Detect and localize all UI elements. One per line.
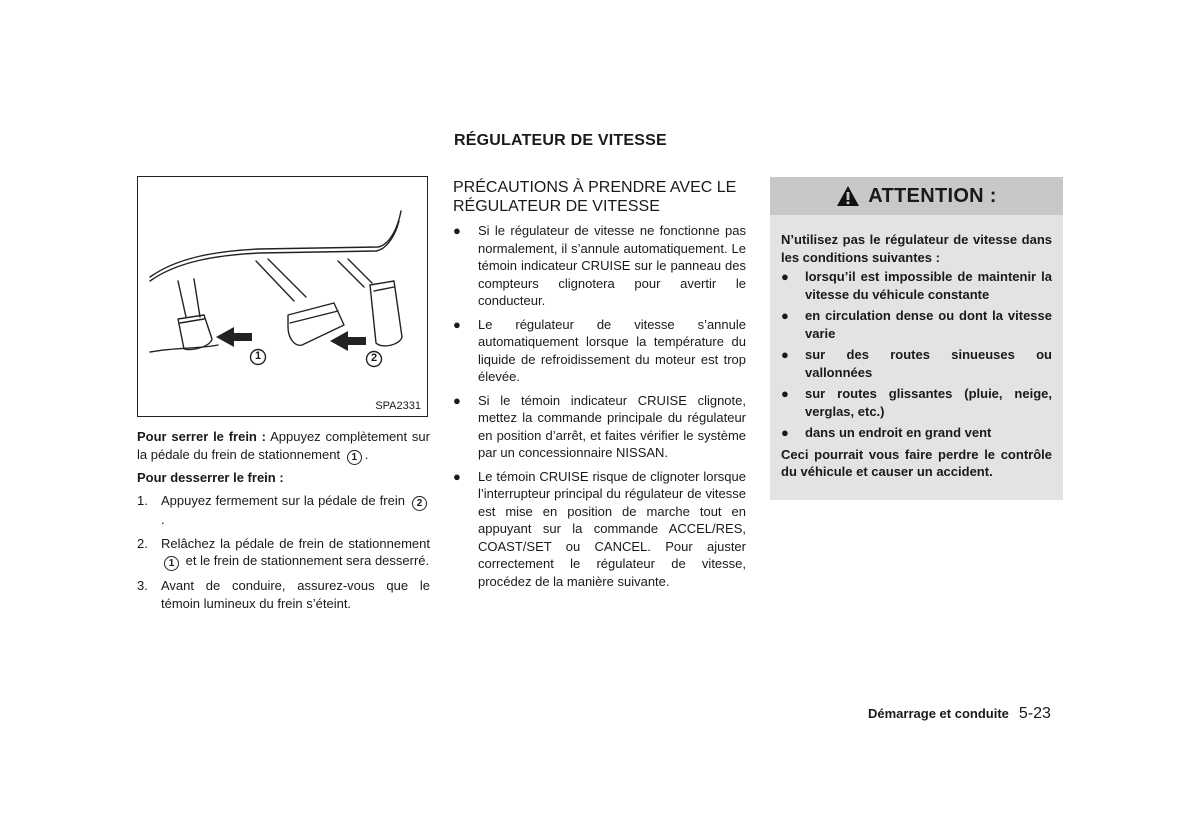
step-ref-circle: 2 [412, 496, 427, 511]
list-item [781, 346, 1052, 381]
list-item [137, 577, 430, 612]
figure-code: SPA2331 [375, 400, 421, 412]
precautions-list [453, 222, 746, 590]
step-number: 1. [137, 493, 148, 508]
step-text-end: et le frein de stationnement sera desserré. [185, 553, 430, 568]
apply-text-a: Appuyez complètement sur la pédale du frein de stationnement [137, 429, 430, 462]
list-item [453, 222, 746, 310]
list-item [781, 424, 1052, 442]
bullet-icon: ● [781, 269, 789, 284]
bullet-text: Si le régulateur de vitesse ne fonctionne pas normalement, il s’annule automatiquement. Le témoin indicateur CRUISE sur le panneau des compteurs clignotera pour avertir le conducteur. [478, 223, 746, 308]
attention-item-text: dans un endroit en grand vent [805, 425, 992, 440]
bullet-text: Si le témoin indicateur CRUISE clignote, mettez la commande principale du régulateur en position d’arrêt, et faites vérifier le système par un concessionnaire NISSAN. [478, 392, 746, 460]
page-number: 5-23 [1018, 705, 1051, 722]
warning-icon [836, 185, 860, 207]
attention-box [770, 177, 1063, 500]
bullet-icon: ● [781, 308, 789, 323]
bullet-icon: ● [781, 386, 789, 401]
step-text-end: . [161, 512, 165, 527]
callout-2-label: 2 [370, 352, 378, 364]
bullet-icon: ● [453, 392, 461, 408]
step-text: Relâchez la pédale de frein de stationnement [161, 535, 430, 551]
parking-brake-instructions [137, 428, 430, 618]
attention-closing: Ceci pourrait vous faire perdre le contrôle du véhicule et causer un accident. [781, 446, 1052, 479]
bullet-text: Le régulateur de vitesse s’annule automatiquement lorsque la température du liquide de refroidissement du moteur est trop élevée. [478, 316, 746, 384]
list-item [781, 385, 1052, 420]
list-item [453, 392, 746, 462]
attention-item-text: en circulation dense ou dont la vitesse varie [805, 308, 1052, 341]
bullet-icon: ● [781, 347, 789, 362]
callout-1-label: 1 [254, 350, 262, 362]
footer-section: Démarrage et conduite [868, 706, 1009, 721]
attention-item-text: sur routes glissantes (pluie, neige, verglas, etc.) [805, 386, 1052, 419]
bullet-icon: ● [453, 316, 461, 332]
step-number: 3. [137, 578, 148, 593]
step-number: 2. [137, 535, 148, 551]
attention-body [770, 215, 1063, 481]
list-item [781, 268, 1052, 303]
precautions-section [453, 178, 746, 596]
step-text: Appuyez fermement sur la pédale de frein [161, 493, 405, 508]
attention-item-text: lorsqu’il est impossible de maintenir la vitesse du véhicule constante [805, 269, 1052, 302]
list-item [137, 492, 430, 529]
bullet-text: Le témoin CRUISE risque de clignoter lorsque l’interrupteur principal du régulateur de vitesse est mise en position de marche tout en appuyant sur la commande ACCEL/RES, COAST/SET ou CANCEL. Pour ajuster correctement le régulateur de vitesse, procédez de la manière suivante. [478, 468, 746, 589]
release-label: Pour desserrer le frein : [137, 469, 284, 485]
list-item [453, 316, 746, 386]
page-footer [868, 705, 1068, 723]
release-steps [137, 492, 430, 612]
attention-title: ATTENTION : [868, 184, 997, 207]
bullet-icon: ● [453, 223, 461, 238]
apply-label: Pour serrer le frein : [137, 429, 267, 444]
precautions-heading: PRÉCAUTIONS À PRENDRE AVEC LE RÉGULATEUR DE VITESSE [453, 179, 737, 215]
list-item [781, 307, 1052, 342]
apply-ref-circle: 1 [347, 450, 362, 465]
attention-header [770, 177, 1063, 215]
bullet-icon: ● [453, 468, 461, 484]
page-title: RÉGULATEUR DE VITESSE [454, 132, 667, 149]
apply-paragraph [137, 428, 430, 465]
list-item [453, 468, 746, 591]
step-ref-circle: 1 [164, 556, 179, 571]
pedal-drawing [138, 177, 427, 416]
attention-list [781, 268, 1052, 442]
bullet-icon: ● [781, 425, 789, 440]
apply-text-b: . [364, 446, 369, 462]
attention-intro: N’utilisez pas le régulateur de vitesse dans les conditions suivantes : [781, 232, 1052, 265]
pedal-illustration [137, 176, 428, 417]
list-item [137, 535, 430, 572]
step-text: Avant de conduire, assurez-vous que le témoin lumineux du frein s’éteint. [161, 578, 430, 611]
attention-item-text: sur des routes sinueuses ou vallonnées [805, 347, 1052, 380]
